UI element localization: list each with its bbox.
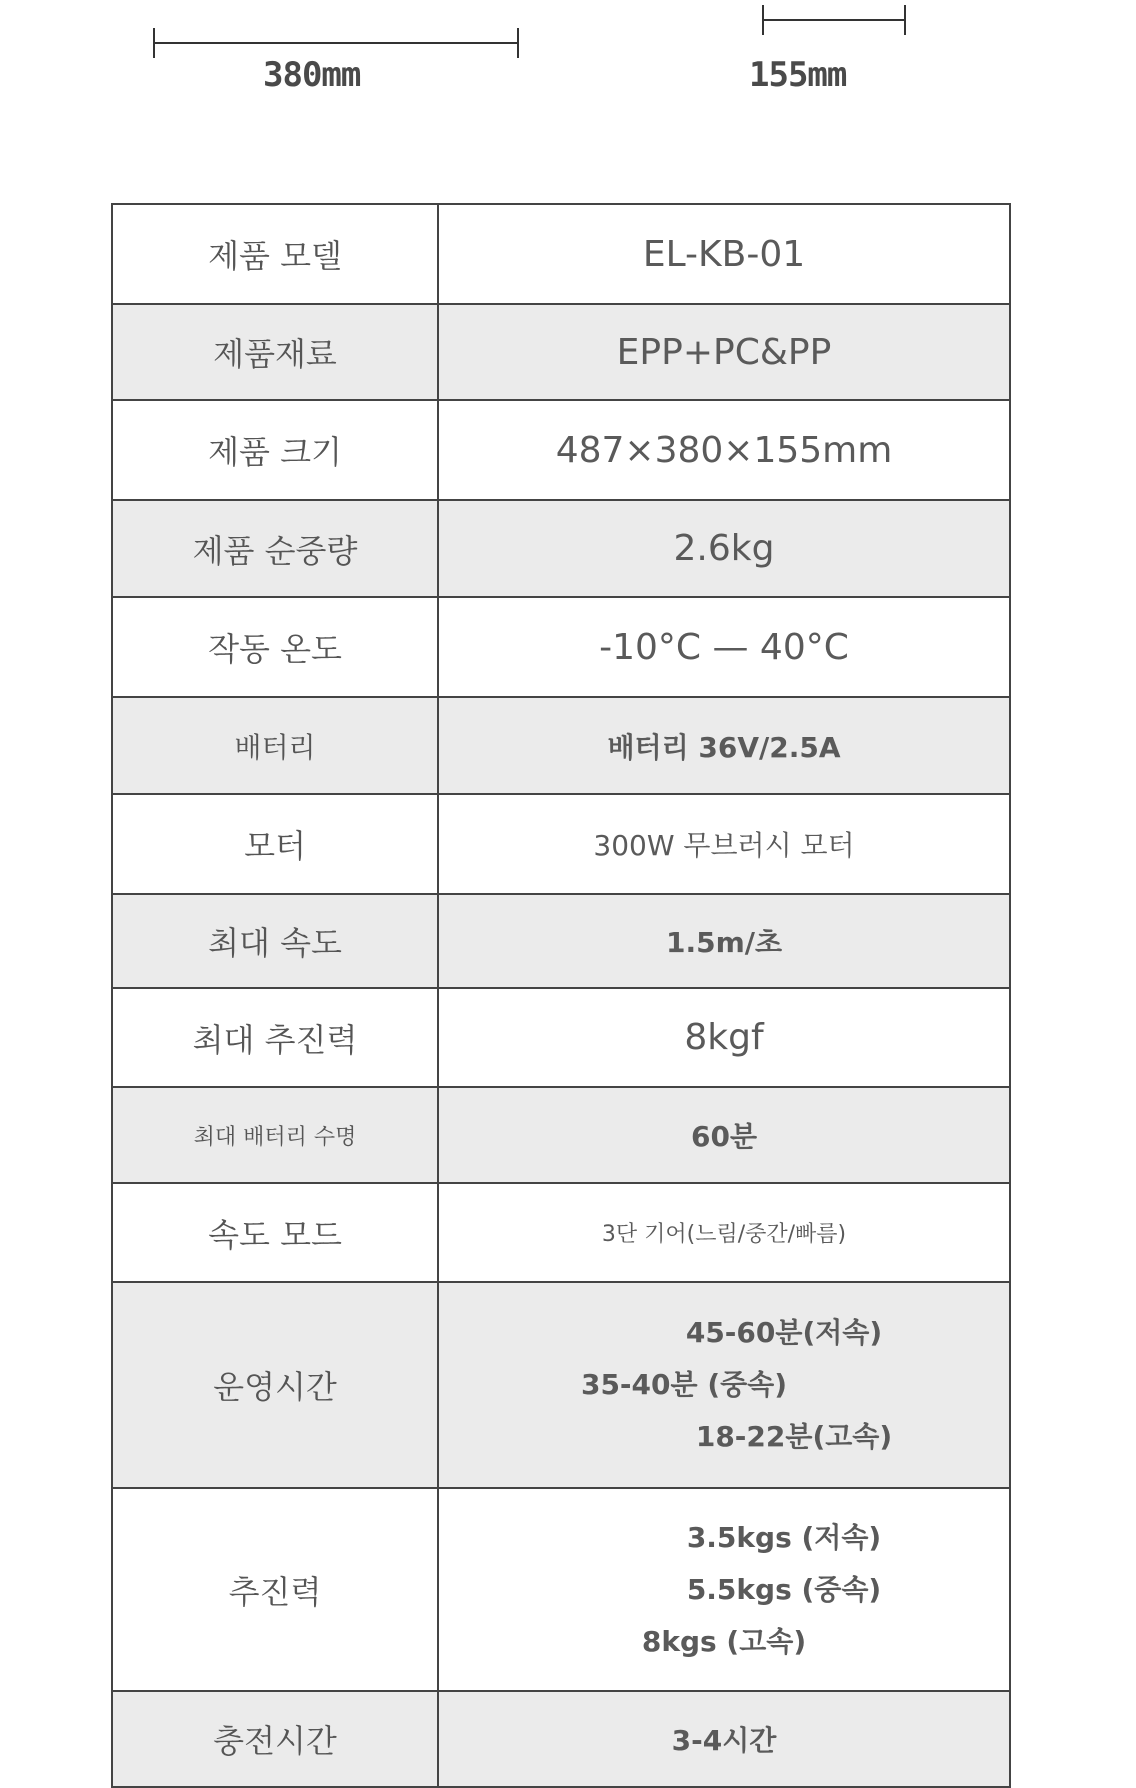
dimension-line xyxy=(762,19,906,21)
spec-value: 배터리 36V/2.5A xyxy=(438,697,1010,794)
spec-label: 운영시간 xyxy=(112,1282,438,1488)
spec-label: 추진력 xyxy=(112,1488,438,1691)
dimension-tick xyxy=(904,5,906,35)
spec-value: 3-4시간 xyxy=(438,1691,1010,1787)
spec-label: 충전시간 xyxy=(112,1691,438,1787)
spec-row xyxy=(112,500,1010,597)
value-line: 18-22분(고속) xyxy=(695,1420,893,1453)
height-label: 155mm xyxy=(749,55,847,95)
spec-row xyxy=(112,1183,1010,1282)
spec-row xyxy=(112,400,1010,500)
spec-row xyxy=(112,988,1010,1087)
spec-label: 속도 모드 xyxy=(112,1183,438,1282)
spec-row xyxy=(112,304,1010,400)
spec-label: 제품 모델 xyxy=(112,204,438,304)
spec-value: EPP+PC&PP xyxy=(438,304,1010,400)
spec-value: 3단 기어(느림/중간/빠름) xyxy=(438,1183,1010,1282)
value-line: 45-60분(저속) xyxy=(685,1316,883,1349)
height-dimension xyxy=(749,5,906,95)
spec-value: EL-KB-01 xyxy=(438,204,1010,304)
width-label: 380mm xyxy=(263,55,361,95)
value-line: 8kgs (고속) xyxy=(641,1624,807,1658)
spec-value: -10°C — 40°C xyxy=(438,597,1010,697)
spec-value: 1.5m/초 xyxy=(438,894,1010,988)
spec-row xyxy=(112,597,1010,697)
spec-label: 모터 xyxy=(112,794,438,894)
spec-label: 최대 추진력 xyxy=(112,988,438,1087)
spec-row xyxy=(112,1282,1010,1488)
value-line: 35-40분 (중속) xyxy=(580,1368,788,1401)
value-line: 5.5kgs (중속) xyxy=(686,1572,882,1606)
spec-label: 작동 온도 xyxy=(112,597,438,697)
dimension-tick xyxy=(517,28,519,58)
spec-label: 제품재료 xyxy=(112,304,438,400)
spec-row xyxy=(112,1087,1010,1183)
spec-value: 60분 xyxy=(438,1087,1010,1183)
spec-value xyxy=(438,1282,1010,1488)
spec-value xyxy=(438,1488,1010,1691)
spec-value: 8kgf xyxy=(438,988,1010,1087)
spec-label: 배터리 xyxy=(112,697,438,794)
spec-value: 487×380×155mm xyxy=(438,400,1010,500)
spec-label: 최대 배터리 수명 xyxy=(112,1087,438,1183)
spec-table xyxy=(111,203,1011,1788)
spec-label: 제품 순중량 xyxy=(112,500,438,597)
spec-label: 제품 크기 xyxy=(112,400,438,500)
width-dimension xyxy=(153,28,519,95)
spec-row xyxy=(112,1488,1010,1691)
spec-value: 300W 무브러시 모터 xyxy=(438,794,1010,894)
spec-value: 2.6kg xyxy=(438,500,1010,597)
spec-row xyxy=(112,894,1010,988)
value-line: 3.5kgs (저속) xyxy=(686,1520,882,1554)
spec-label: 최대 속도 xyxy=(112,894,438,988)
dimension-line xyxy=(153,42,519,44)
spec-row xyxy=(112,794,1010,894)
spec-row xyxy=(112,697,1010,794)
spec-row xyxy=(112,1691,1010,1787)
spec-row xyxy=(112,204,1010,304)
